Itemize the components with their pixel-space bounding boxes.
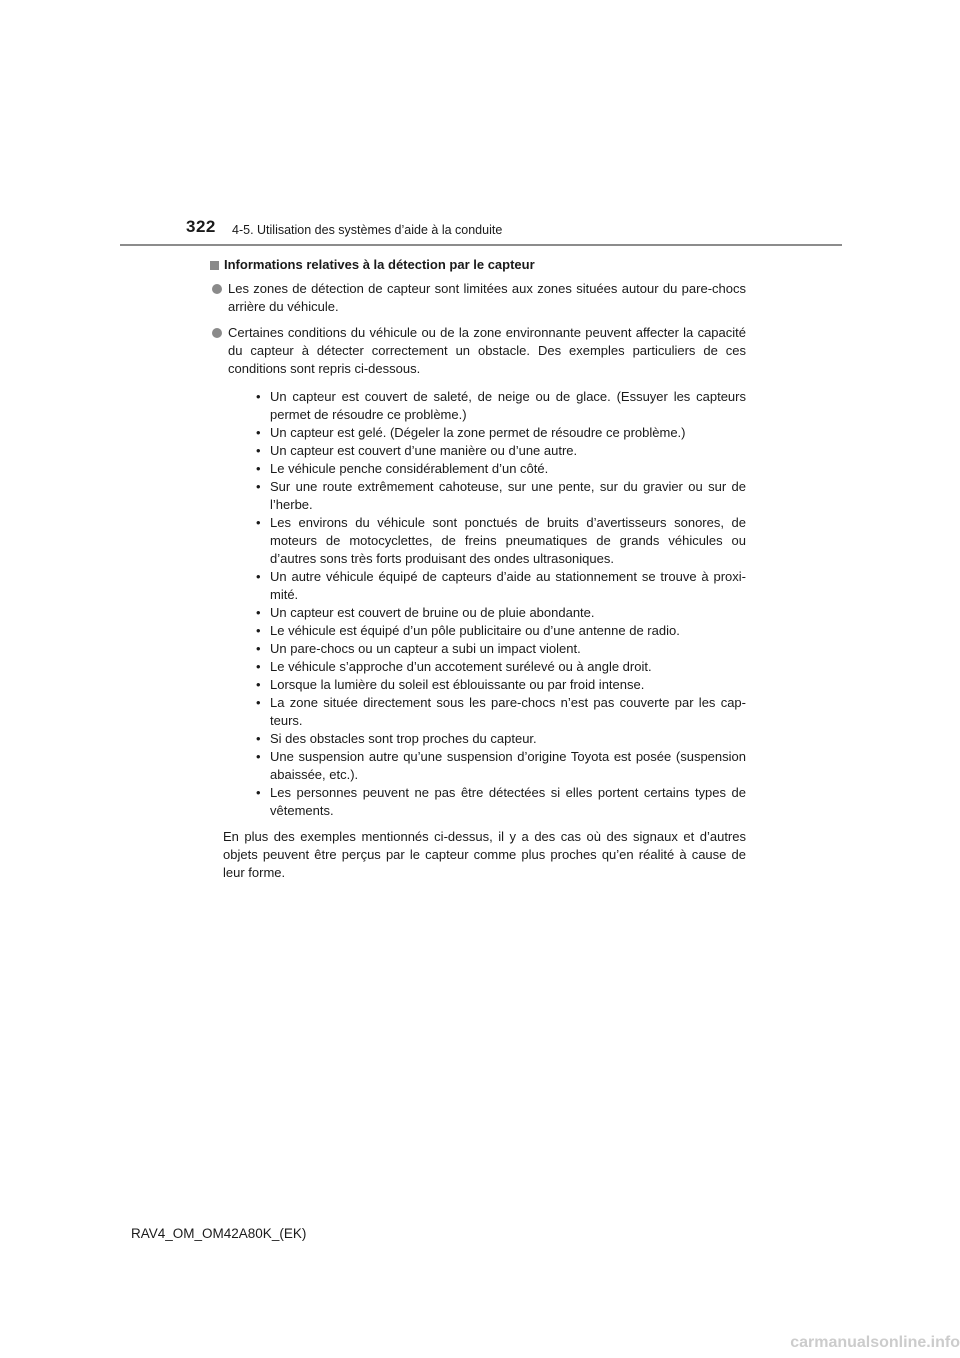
bullet-mark: • [256,425,261,440]
list-item-text: La zone située directement sous les pare-chocs n’est pas couverte par les cap-teurs. [270,695,746,728]
list-item [256,730,746,748]
bullet-mark: • [256,641,261,656]
bullet-mark: • [256,389,261,404]
content [210,256,746,882]
list-item [256,622,746,640]
list-item [256,514,746,568]
bullet-mark: • [256,479,261,494]
list-item-text: Un pare-chocs ou un capteur a subi un impact violent. [270,641,581,656]
list-item-text: Un autre véhicule équipé de capteurs d’aide au stationnement se trouve à proxi-mité. [270,569,746,602]
list-item-text: Sur une route extrêmement cahoteuse, sur une pente, sur du gravier ou sur de l’herbe. [270,479,746,512]
list-item-text: Une suspension autre qu’une suspension d’origine Toyota est posée (suspension abaissée, etc.). [270,749,746,782]
bullet-mark: • [256,605,261,620]
list-item [256,676,746,694]
paragraph-text: Les zones de détection de capteur sont limitées aux zones situées autour du pare-chocs arrière du véhicule. [228,281,746,314]
bullet-mark: • [256,623,261,638]
bullet-mark: • [256,569,261,584]
list-item-text: Un capteur est couvert de bruine ou de pluie abondante. [270,605,595,620]
list-item [256,478,746,514]
list-item-text: Lorsque la lumière du soleil est éblouissante ou par froid intense. [270,677,645,692]
paragraph-text: Certaines conditions du véhicule ou de la zone environnante peuvent affecter la capacité du capteur à détecter correctement un obstacle. Des exemples particuliers de ces conditions sont repris ci-dessous. [228,325,746,376]
list-item [256,388,746,424]
square-bullet-icon [210,261,219,270]
list-item [256,658,746,676]
list-item [256,694,746,730]
header-rule [120,244,842,246]
section-heading-text: Informations relatives à la détection par le capteur [224,257,535,272]
section-heading [210,256,746,274]
list-item-text: Les personnes peuvent ne pas être détectées si elles portent certains types de vêtements. [270,785,746,818]
circle-paragraph [210,280,746,316]
list-item-text: Le véhicule est équipé d’un pôle publicitaire ou d’une antenne de radio. [270,623,680,638]
list-item [256,460,746,478]
section-title: 4-5. Utilisation des systèmes d’aide à la conduite [232,223,503,237]
list-item [256,748,746,784]
list-item-text: Si des obstacles sont trop proches du capteur. [270,731,537,746]
list-item-text: Un capteur est gelé. (Dégeler la zone permet de résoudre ce problème.) [270,425,686,440]
footer-doc-code: RAV4_OM_OM42A80K_(EK) [131,1226,307,1241]
list-item-text: Le véhicule penche considérablement d’un côté. [270,461,549,476]
bullet-mark: • [256,677,261,692]
list-item [256,784,746,820]
list-item [256,568,746,604]
circle-bullet-icon [212,284,222,294]
bullet-mark: • [256,461,261,476]
bullet-mark: • [256,515,261,530]
bullet-mark: • [256,785,261,800]
bullet-mark: • [256,749,261,764]
list-item-text: Un capteur est couvert de saleté, de neige ou de glace. (Essuyer les capteurs permet de résoudre ce problème.) [270,389,746,422]
watermark-link[interactable]: carmanualsonline.info [790,1334,960,1351]
circle-paragraph [210,324,746,820]
list-item-text: Les environs du véhicule sont ponctués de bruits d’avertisseurs sonores, de moteurs de motocyclettes, de freins pneumatiques de grands véhicules ou d’autres sons très forts produisant des ondes ultrasoniques. [270,515,746,566]
closing-paragraph: En plus des exemples mentionnés ci-dessus, il y a des cas où des signaux et d’autres objets peuvent être perçus par le capteur comme plus proches qu’en réalité à cause de leur forme. [223,829,746,880]
bullet-mark: • [256,695,261,710]
conditions-list [228,388,746,820]
bullet-mark: • [256,659,261,674]
list-item [256,424,746,442]
circle-bullet-icon [212,328,222,338]
bullet-mark: • [256,443,261,458]
bullet-mark: • [256,731,261,746]
list-item-text: Le véhicule s’approche d’un accotement surélevé ou à angle droit. [270,659,652,674]
list-item [256,604,746,622]
list-item [256,442,746,460]
page-number: 322 [186,217,216,236]
list-item-text: Un capteur est couvert d’une manière ou d’une autre. [270,443,578,458]
list-item [256,640,746,658]
